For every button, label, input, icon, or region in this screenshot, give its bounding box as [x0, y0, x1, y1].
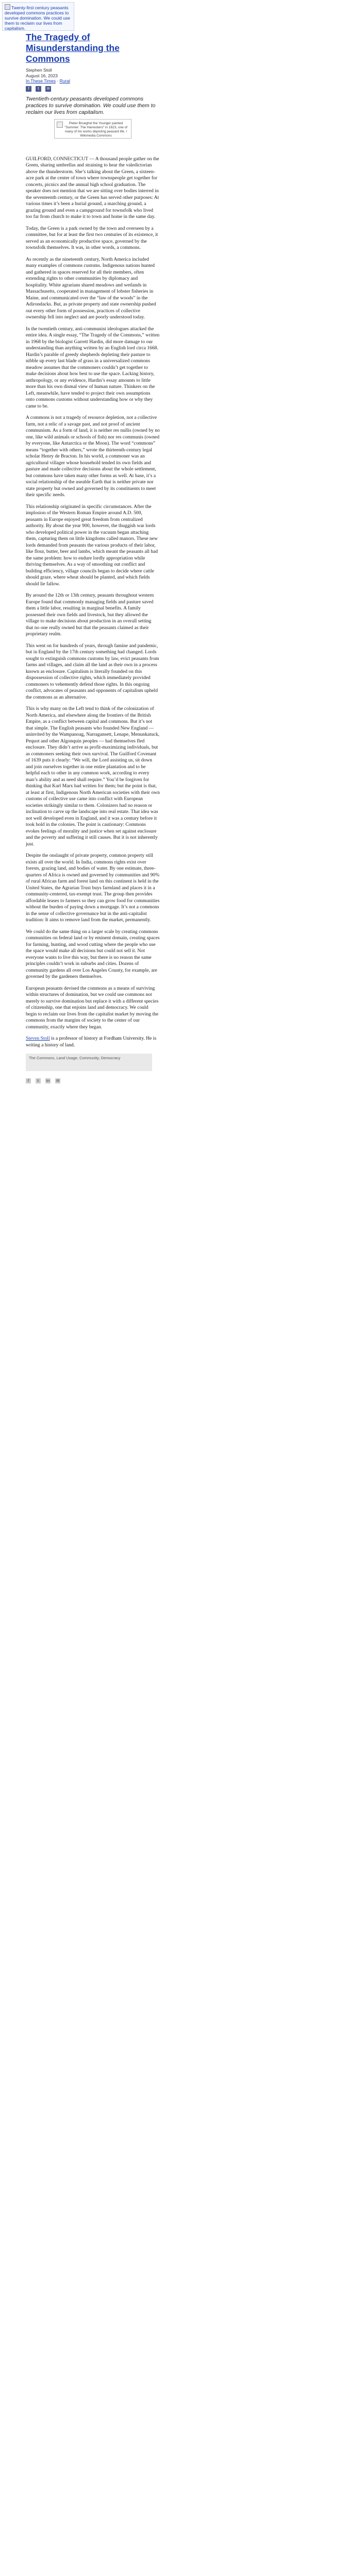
facebook-share-icon[interactable]: f [26, 1078, 31, 1083]
paragraph: We could do the same thing on a larger scale by creating commons communities on federal land or by eminent domain, creating spaces for farming, hunting, and wood cutting where the people who use the space would make all decisions but could not sell it. Not everyone wants to live this way, but there is no reason the same principles couldn’t work in suburbs and cities. Dozens of community gardens all over Los Angeles County, for example, are governed by the gardeners themselves. [26, 928, 160, 979]
paragraph: European peasants devised the commons as a means of surviving within structures of domination, but we could use commons not merely to survive domination but replace it with a different species of citizenship, one that enjoins land and democracy. We could begin to reclaim our lives from the capitalist market by moving the commons from the margins of society to the center of our community, exactly where they began. [26, 985, 159, 1030]
paragraph: As recently as the nineteenth century, North America included many examples of commons customs. Indigenous nations hunted and gathered in spaces reserved for all their members, often extending rights to other communities by diplomacy and hospitality. White agrarians shared meadows and wetlands in Massachusetts, cooperated in management of lobster fisheries in Maine, and communicated over the “law of the woods” in the Adirondacks. But, as private property and state ownership pushed out every other form of possession, practices of collective ownership fell into neglect and are poorly understood today. [26, 256, 156, 320]
paragraph: This went on for hundreds of years, through famine and pandemic, but in England by the 17th century something had changed. Lords sought to extinguish commons customs by law, evict peasants from farms and villages, and claim all the land as their own in a process known as enclosure. Capitalism is literally founded on this dispossession of collective rights, which immediately provided commoners to vehemently defend those rights. In this ongoing conflict, advocates of peasants and opponents of capitalism upheld the commons as an alternative. [26, 642, 159, 700]
article-figure [54, 119, 132, 139]
author-bio-text: is a professor of history at Fordham University. He is writing a history of land. [26, 1036, 157, 1048]
paragraph: GUILFORD, CONNECTICUT — A thousand people gather on the Green, sharing umbrellas and straining to hear the valedictorian above the thunderstorm. She’s talking about the Green, a sixteen-acre park at the center of town where townspeople get together for concerts, picnics and the annual high school graduation. The speaker does not mention that we are sitting over bodies interred in the seventeenth century, or the Green has served other purposes: At various times it’s been a burial ground, a marching ground, a grazing ground and even a campground for townsfolk who lived too far from church to make it to town and home in the same day. [26, 156, 159, 219]
twitter-share-icon[interactable]: t [36, 1078, 41, 1083]
paragraph: This relationship originated in specific circumstances. After the implosion of the Western Roman Empire around A.D. 500, peasants in Europe enjoyed great freedom from centralized authority. By about the year 900, however, the thuggish war lords who developed political power in the vacuum began attaching them, capturing them on little kingdoms called manors. These new lords demanded from peasants the various products of their labor, like flour, butter, beer and lambs, which meant the peasants all had the same problem: how to endure lordly appropriation while thriving themselves. As a way of smoothing out conflict and building efficiency, village councils began to decide where cattle should graze, where wheat should be planted, and which fields should lie fallow. [26, 503, 158, 587]
section-link[interactable]: In These Times [26, 78, 56, 83]
email-share-icon[interactable]: ✉ [55, 1078, 60, 1083]
figure-caption: Pieter Brueghel the Younger painted "Summer: The Harvesters" in 1623, one of many of his works depicting peasant life. / Wikimedia Commons [64, 121, 127, 138]
category-link[interactable]: Rural [59, 78, 70, 83]
article-meta [26, 67, 160, 84]
facebook-icon[interactable]: f [26, 86, 31, 92]
email-icon[interactable]: ✉ [45, 86, 51, 92]
tags-box: The Commons, Land Usage, Community, Democracy [26, 1054, 152, 1071]
article-title[interactable]: The Tragedy of Misunderstanding the Commons [26, 32, 120, 64]
linkedin-share-icon[interactable]: in [46, 1079, 50, 1083]
paragraph: Despite the onslaught of private property, common property still exists all over the world. In India, commons rights exist over forests, grazing land, and bodies of water. By one estimate, three-quarters of Africa is owned and governed by communities and 90% of rural African farm and forest land on this continent is held in the United States, the Agrarian Trust buys farmland and places it in a community-centered, tax-exempt trust. The group then provides affordable leases to farmers so they can grow food for communities without the burden of paying down a mortgage. It’s not a commons in the sense of collective governance but in the anti-capitalist tradition: It aims to remove land from the market, permanently. [26, 853, 160, 923]
image-placeholder-icon [57, 122, 63, 128]
paragraph: A commons is not a tragedy of resource depletion, not a collective farm, not a relic of a savage past, and not proof of ancient communism. As a form of land, it is neither res nullis (owned by no one, like wild animals or schools of fish) nor res communis (owned by everyone, like Antarctica or the Moon). The word “commons” means “together with others,” wrote the thirteenth-century legal scholar Henry de Bracton. In his world, a commoner was an agricultural villager whose household tended its own fields and pasture and made collective decisions about the whole settlement, but commons have taken many other forms as well. At base, it’s a social relationship of the useable Earth that is neither private nor state property but owned and governed by its constituents to meet their specific needs. [26, 415, 160, 498]
share-row-top [26, 86, 160, 92]
twitter-icon[interactable]: t [36, 86, 41, 92]
paragraph: Today, the Green is a park owned by the town and overseen by a committee, but for at least the first two centuries of its existence, it served as an economically productive space, governed by the townsfolk themselves. It was, in other words, a commons. [26, 225, 158, 250]
paragraph: This is why many on the Left tend to think of the colonization of North America, and elsewhere along the frontiers of the British Empire, as a conflict between capital and commons. But it’s not that simple. The English peasants who founded New England — uninvited by the Wampanoag, Narragansett, Lenape, Menunkatuck, Pequot and other Algonquin peoples — had themselves fled enclosure. They didn’t arrive as profit-maximizing individuals, but as commoners seeking their own survival. The Guilford Covenant of 1639 puts it clearly: “We will, the Lord assisting us, sit down and join ourselves together in one entire plantation and to be helpful each to other in any common work, according to every man’s ability and as need shall require.” You’d be forgiven for thinking that Karl Marx had written for them; but the point is that, at least at first, Indigenous North American societies with their own customs of collective use came into conflict with European societies strikingly similar to them. Colonizers had no reason or inclination to carve up the landscape into real estate. That idea was not well developed even in England, and it was a century before it took hold in the colonies. The point is cautionary: Commons evokes feelings of morality and justice when set against enclosure and the poverty and suffering it still causes. But it is not inherently just. [26, 706, 160, 847]
paragraph: By around the 12th or 13th century, peasants throughout western Europe found that commonly managing fields and pasture saved them a little labor, resulting in marginal benefits. A family possessed their own fields and livestock, but they allowed the village to make decisions about production in an overall setting that no one really owned but that the peasants claimed as their proprietary realm. [26, 592, 154, 637]
author-bio [26, 1036, 160, 1048]
publish-date: August 16, 2023 [26, 73, 58, 78]
article [26, 32, 160, 1084]
header-logo-alt-text: Twenty-first century peasants developed commons practices to survive domination. We could use them to reclaim our lives from capitalism. [5, 5, 70, 31]
author-bio-link[interactable]: Steven Stoll [26, 1036, 50, 1041]
article-dek: Twentieth-century peasants developed commons practices to survive domination. We could use them to reclaim our lives from capitalism. [26, 95, 156, 115]
paragraph: In the twentieth century, anti-communist ideologues attacked the entire idea. A single essay, “The Tragedy of the Commons,” written in 1968 by the biologist Garrett Hardin, did more damage to our understanding than anything written by an English lord circa 1668. Hardin’s parable of greedy shepherds depleting their pasture to nibble up every last blade of grass in a universalized commons meadow assumes that the commoners couldn’t get together to make decisions about how best to use the space. Lacking history, anthropology, or any evidence, Hardin’s essay amounts to little more than his own dismal view of human nature. Thinkers on the Left, meanwhile, have tended to project their own assumptions onto commons customs without understanding how or why they came to be. [26, 326, 160, 409]
header-logo-image[interactable] [2, 2, 74, 31]
broken-image-icon [5, 4, 10, 10]
section-line: In These Times · Rural [26, 78, 70, 83]
author-name: Stephen Stoll [26, 67, 52, 73]
share-row-bottom [26, 1078, 160, 1084]
article-body [26, 156, 160, 1031]
